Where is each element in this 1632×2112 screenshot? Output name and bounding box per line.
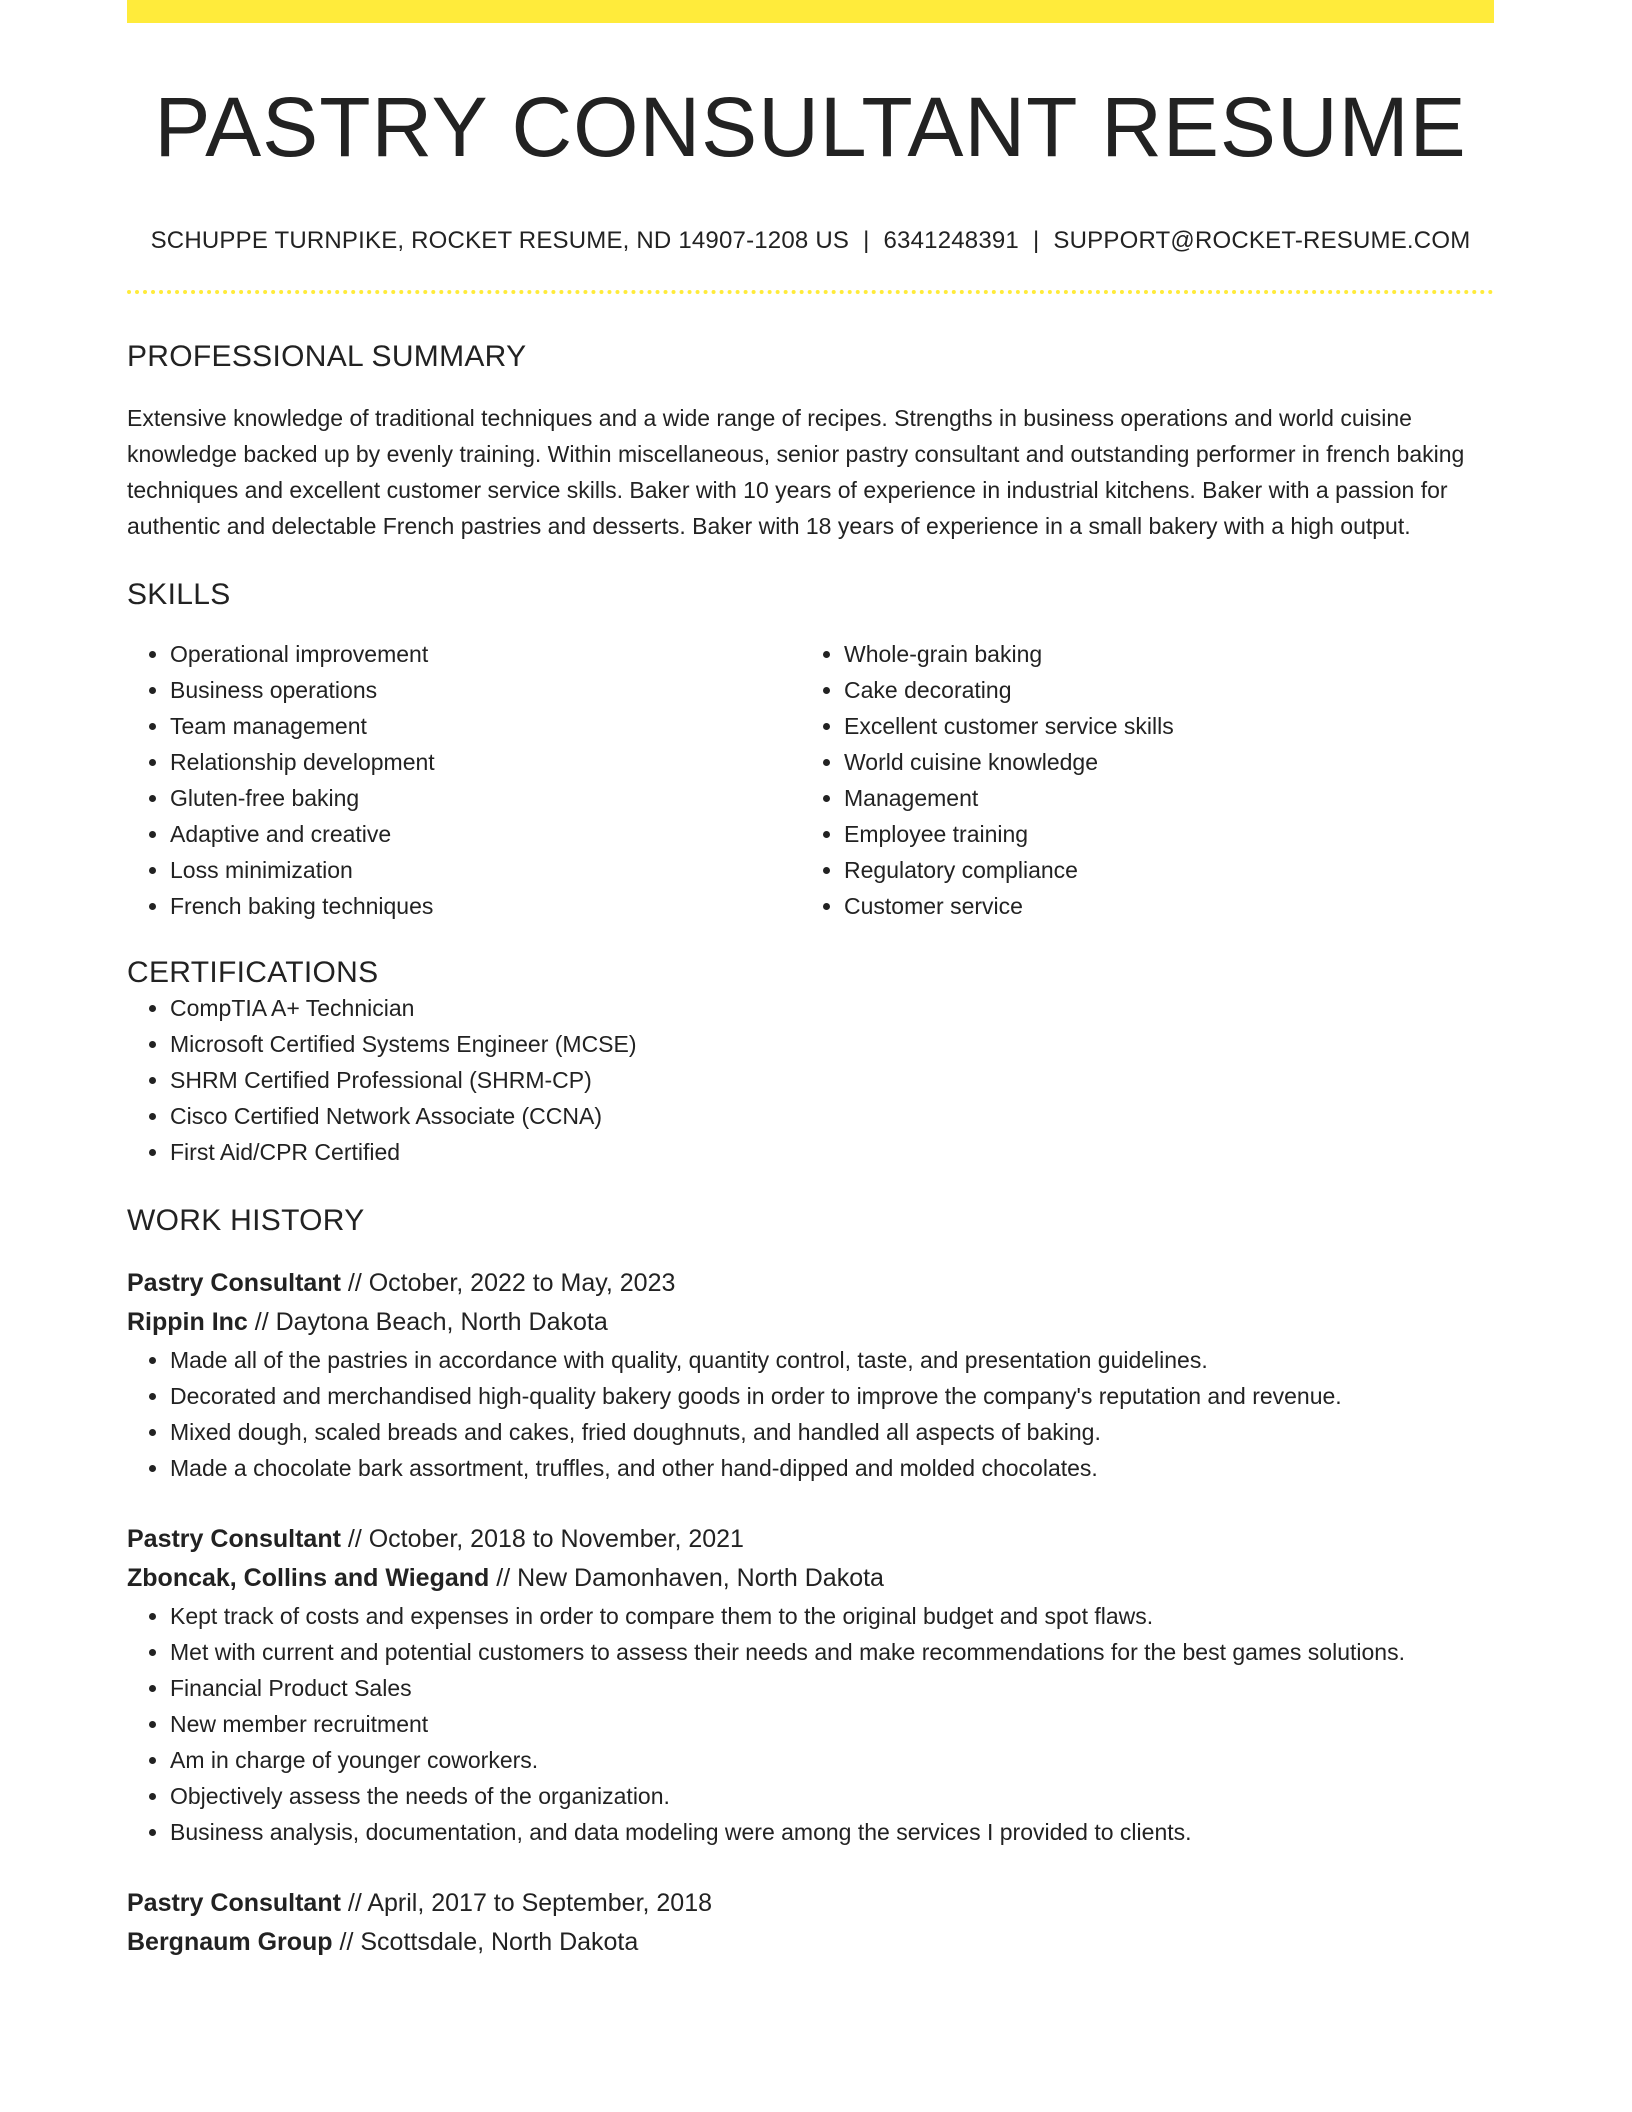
work-history-section (127, 1204, 1494, 1962)
job-company-line (127, 1303, 1494, 1342)
job-location: // Daytona Beach, North Dakota (247, 1308, 608, 1336)
job-location: // New Damonhaven, North Dakota (489, 1564, 884, 1592)
section-heading-certifications: CERTIFICATIONS (127, 956, 379, 989)
certification-item: • CompTIA A+ Technician (170, 990, 1494, 1026)
job-location: // Scottsdale, North Dakota (332, 1928, 639, 1956)
job-title: Pastry Consultant (127, 1889, 341, 1917)
skills-grid (127, 636, 1494, 924)
job-company: Zboncak, Collins and Wiegand (127, 1564, 490, 1592)
job-entry (127, 1884, 1494, 1962)
certification-item: • SHRM Certified Professional (SHRM-CP) (170, 1062, 1494, 1098)
job-entry (127, 1264, 1494, 1486)
top-accent-bar (127, 0, 1494, 23)
job-duties-list (127, 1598, 1494, 1850)
job-company-line (127, 1923, 1494, 1962)
certifications-section (127, 956, 1494, 1170)
skill-item: • Adaptive and creative (170, 816, 801, 852)
page-title: PASTRY CONSULTANT RESUME (154, 80, 1467, 174)
skill-item: • Loss minimization (170, 852, 801, 888)
job-entry (127, 1520, 1494, 1850)
skills-section (127, 578, 1494, 924)
contact-address: SCHUPPE TURNPIKE, ROCKET RESUME, ND 14907-1208 US (150, 227, 850, 254)
job-duty-item: • Made all of the pastries in accordance with quality, quantity control, taste, and presentation guidelines. (170, 1342, 1494, 1378)
skill-item: • Business operations (170, 672, 801, 708)
contact-phone: 6341248391 (883, 227, 1019, 254)
job-duties-list (127, 1342, 1494, 1486)
summary-text: Extensive knowledge of traditional techniques and a wide range of recipes. Strengths in business operations and world cuisine knowledge backed up by evenly training. Within miscellaneous, senior pastry consultant and outstanding performer in french baking techniques and excellent customer service skills. Baker with 10 years of experience in industrial kitchens. Baker with a passion for authentic and delectable French pastries and desserts. Baker with 18 years of experience in a small bakery with a high output. (127, 405, 1465, 539)
job-duty-item: • Financial Product Sales (170, 1670, 1494, 1706)
job-title-line (127, 1884, 1494, 1923)
section-heading-summary: PROFESSIONAL SUMMARY (127, 340, 527, 373)
job-company: Rippin Inc (127, 1308, 248, 1336)
skill-item: • Customer service (844, 888, 1475, 924)
job-duty-item: • Made a chocolate bark assortment, truffles, and other hand-dipped and molded chocolates. (170, 1450, 1494, 1486)
skill-item: • Management (844, 780, 1475, 816)
skill-item: • Gluten-free baking (170, 780, 801, 816)
job-company-line (127, 1559, 1494, 1598)
skill-item: • Employee training (844, 816, 1475, 852)
resume-page (127, 0, 1494, 1962)
job-title: Pastry Consultant (127, 1525, 341, 1553)
dotted-divider (127, 290, 1494, 294)
job-title-line (127, 1520, 1494, 1559)
job-dates: // October, 2022 to May, 2023 (340, 1269, 676, 1297)
job-duty-item: • Mixed dough, scaled breads and cakes, fried doughnuts, and handled all aspects of baking. (170, 1414, 1494, 1450)
certification-item: • Microsoft Certified Systems Engineer (MCSE) (170, 1026, 1494, 1062)
skills-list-right (801, 636, 1475, 924)
job-company: Bergnaum Group (127, 1928, 333, 1956)
job-dates: // October, 2018 to November, 2021 (340, 1525, 744, 1553)
section-heading-skills: SKILLS (127, 578, 231, 611)
contact-separator: | (863, 227, 870, 254)
skill-item: • Whole-grain baking (844, 636, 1475, 672)
job-duty-item: • Kept track of costs and expenses in order to compare them to the original budget and spot flaws. (170, 1598, 1494, 1634)
skill-item: • World cuisine knowledge (844, 744, 1475, 780)
job-duty-item: • Am in charge of younger coworkers. (170, 1742, 1494, 1778)
skill-item: • Team management (170, 708, 801, 744)
skill-item: • Relationship development (170, 744, 801, 780)
section-heading-work-history: WORK HISTORY (127, 1204, 365, 1237)
skills-column-left (127, 636, 801, 924)
certification-item: • Cisco Certified Network Associate (CCNA) (170, 1098, 1494, 1134)
job-duty-item: • New member recruitment (170, 1706, 1494, 1742)
job-title-line (127, 1264, 1494, 1303)
contact-email: SUPPORT@ROCKET-RESUME.COM (1053, 227, 1471, 254)
skill-item: • Operational improvement (170, 636, 801, 672)
job-duty-item: • Business analysis, documentation, and data modeling were among the services I provided to clients. (170, 1814, 1494, 1850)
skills-column-right (801, 636, 1475, 924)
contact-line (127, 227, 1494, 255)
skill-item: • Excellent customer service skills (844, 708, 1475, 744)
skills-list-left (127, 636, 801, 924)
job-title: Pastry Consultant (127, 1269, 341, 1297)
job-duty-item: • Decorated and merchandised high-quality bakery goods in order to improve the company's reputation and revenue. (170, 1378, 1494, 1414)
skill-item: • Cake decorating (844, 672, 1475, 708)
certifications-list (127, 990, 1494, 1170)
skill-item: • French baking techniques (170, 888, 801, 924)
contact-separator: | (1032, 227, 1040, 254)
job-dates: // April, 2017 to September, 2018 (340, 1889, 713, 1917)
job-duty-item: • Met with current and potential customers to assess their needs and make recommendations for the best games solutions. (170, 1634, 1494, 1670)
skill-item: • Regulatory compliance (844, 852, 1475, 888)
certification-item: • First Aid/CPR Certified (170, 1134, 1494, 1170)
job-duty-item: • Objectively assess the needs of the organization. (170, 1778, 1494, 1814)
summary-section (127, 340, 1494, 544)
